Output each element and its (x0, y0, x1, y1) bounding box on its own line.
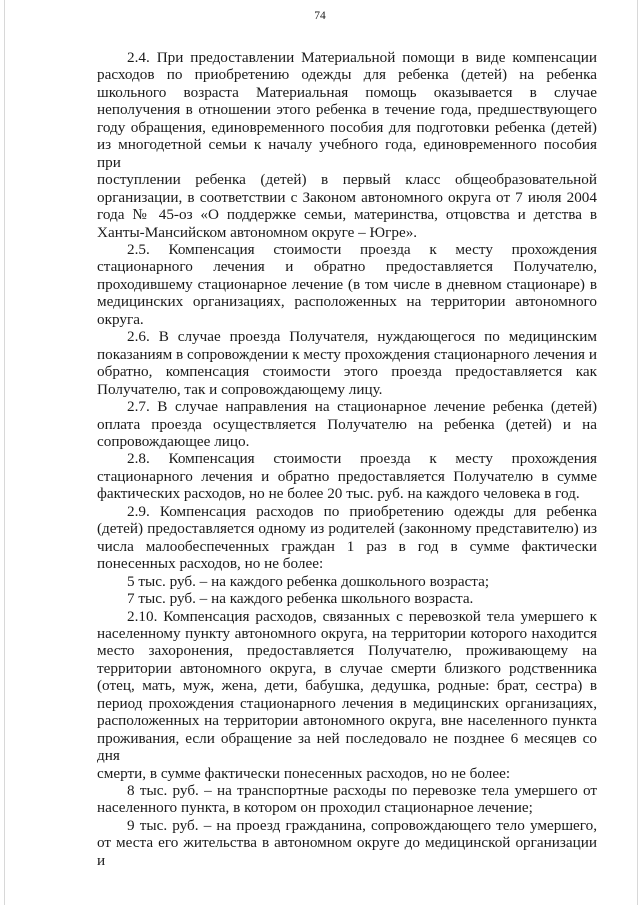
paragraph-line: стационарного лечения и обратно предоставляется Получателю в сумме (97, 467, 597, 485)
paragraph-line: период прохождения стационарного лечения в медицинских организациях, (97, 694, 597, 712)
paragraph-line: стационарного лечения и обратно предоставляется Получателю, (97, 258, 597, 276)
document-body (97, 49, 597, 869)
paragraph-line: организации, в соответствии с Законом автономного округа от 7 июля 2004 (97, 188, 597, 206)
paragraph-line: года № 45-оз «О поддержке семьи, материнства, отцовства и детства в (97, 206, 597, 224)
paragraph-line: 2.8. Компенсация стоимости проезда к месту прохождения (127, 450, 597, 468)
paragraph-line: населенному пункту автономного округа, на территории которого находится (97, 624, 597, 642)
paragraph-line: территории автономного округа, в случае смерти близкого родственника (97, 659, 597, 677)
paragraph-line: 2.5. Компенсация стоимости проезда к месту прохождения (127, 240, 597, 258)
paragraph-line: округа. (97, 310, 144, 328)
paragraph-line: проходившему стационарное лечение (в том числе в дневном стационаре) в (97, 275, 597, 293)
paragraph-line: (отец, мать, муж, жена, дети, бабушка, дедушка, родные: брат, сестра) в (97, 677, 597, 695)
paragraph-line: числа малообеспеченных граждан 1 раз в год в сумме фактически (97, 537, 597, 555)
paragraph-line: оплата проезда осуществляется Получателю на ребенка (детей) и на (97, 415, 597, 433)
paragraph-line: понесенных расходов, но не более: (97, 555, 324, 573)
paragraph-line: показаниям в сопровождении к месту прохождения стационарного лечения и (97, 345, 597, 363)
paragraph-line: 5 тыс. руб. – на каждого ребенка дошкольного возраста; (127, 572, 490, 590)
paragraph-line: 8 тыс. руб. – на транспортные расходы по перевозке тела умершего от (127, 782, 597, 800)
paragraph-line: 9 тыс. руб. – на проезд гражданина, сопровождающего тело умершего, (127, 816, 597, 834)
paragraph-line: неполучения в отношении этого ребенка в течение года, предшествующего (97, 101, 597, 119)
paragraph-line: от места его жительства в автономном округе до медицинской организации и (97, 834, 597, 869)
page-number: 74 (314, 10, 326, 22)
page-edge-right (637, 0, 638, 905)
paragraph-line: расположенных на территории автономного округа, вне населенного пункта (97, 712, 597, 730)
paragraph-line: Получателю, так и сопровождающему лицу. (97, 380, 383, 398)
paragraph-line: сопровождающее лицо. (97, 432, 250, 450)
paragraph-line: населенного пункта, в котором он проходил стационарное лечение; (97, 799, 533, 817)
paragraph-line: году обращения, единовременного пособия для подготовки ребенка (детей) (97, 118, 597, 136)
paragraph-line: 2.6. В случае проезда Получателя, нуждающегося по медицинским (127, 328, 597, 346)
paragraph-line: из многодетной семьи к началу учебного года, единовременного пособия при (97, 136, 597, 171)
page-edge-left (4, 0, 5, 905)
paragraph-line: поступлении ребенка (детей) в первый класс общеобразовательной (97, 171, 597, 189)
paragraph-line: расходов по приобретению одежды для ребенка (детей) на ребенка (97, 66, 597, 84)
paragraph-line: 2.7. В случае направления на стационарное лечение ребенка (детей) (127, 398, 597, 416)
paragraph-line: смерти, в сумме фактически понесенных расходов, но не более: (97, 764, 511, 782)
paragraph-line: школьного возраста Материальная помощь оказывается в случае (97, 83, 597, 101)
paragraph-line: (детей) предоставляется одному из родителей (законному представителю) из (97, 520, 597, 538)
paragraph-line: 2.4. При предоставлении Материальной помощи в виде компенсации (127, 49, 597, 66)
paragraph-line: медицинских организациях, расположенных на территории автономного (97, 293, 597, 311)
paragraph-line: место захоронения, предоставляется Получателю, проживающему на (97, 642, 597, 660)
paragraph-line: Ханты-Мансийском автономном округе – Югре». (97, 223, 418, 241)
paragraph-line: фактических расходов, но не более 20 тыс. руб. на каждого человека в год. (97, 485, 580, 503)
paragraph-line: 7 тыс. руб. – на каждого ребенка школьного возраста. (127, 590, 474, 608)
paragraph-line: обратно, компенсация стоимости этого проезда предоставляется как (97, 363, 597, 381)
paragraph-line: 2.10. Компенсация расходов, связанных с перевозкой тела умершего к (127, 607, 597, 625)
paragraph-line: проживания, если обращение за ней последовало не позднее 6 месяцев со дня (97, 729, 597, 765)
paragraph-line: 2.9. Компенсация расходов по приобретению одежды для ребенка (127, 502, 597, 520)
